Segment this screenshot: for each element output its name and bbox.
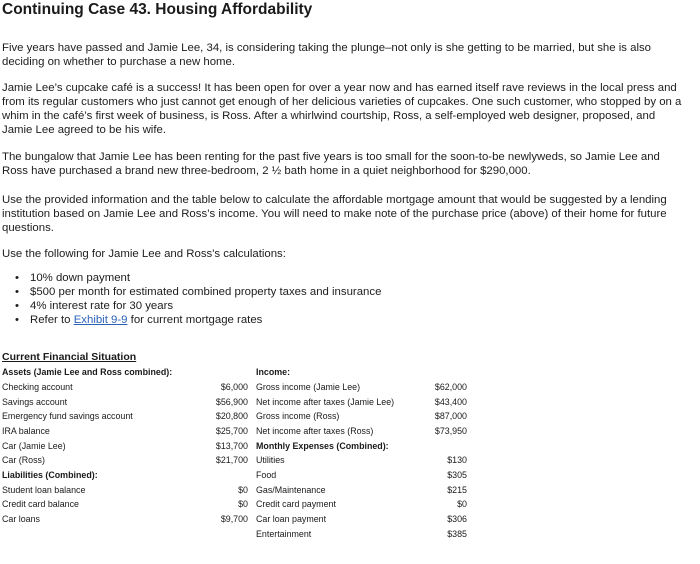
income-label: Net income after taxes (Jamie Lee) (256, 397, 395, 407)
list-item: • 10% down payment (2, 271, 381, 285)
liabilities-heading: Liabilities (Combined): (2, 470, 98, 480)
home-purchase-paragraph: The bungalow that Jamie Lee has been renting for the past five years is too small for the soon-to-be newlyweds, so Jamie Lee and Ross have purchased a brand new three-bedroom, 2 ½ bath home in a quiet neighborhood for $290,000. (2, 151, 660, 177)
asset-value: $25,700 (215, 426, 248, 436)
liability-value: $0 (238, 499, 248, 509)
list-item (2, 313, 381, 327)
expense-value: $306 (447, 514, 467, 524)
list-item-text: Refer to (30, 314, 74, 326)
expense-value: $130 (447, 455, 467, 465)
list-item: • 4% interest rate for 30 years (2, 299, 381, 313)
income-value: $43,400 (434, 397, 467, 407)
asset-label: Emergency fund savings account (2, 411, 133, 421)
asset-label: Car (Ross) (2, 455, 45, 465)
financial-heading: Current Financial Situation (2, 351, 137, 363)
expense-label: Gas/Maintenance (256, 485, 326, 495)
calculation-assumptions-intro: Use the following for Jamie Lee and Ross's calculations: (2, 248, 286, 260)
asset-label: Savings account (2, 397, 68, 407)
asset-value: $13,700 (215, 441, 248, 451)
page-title: Continuing Case 43. Housing Affordability (2, 1, 313, 18)
exhibit-link[interactable]: Exhibit 9-9 (73, 314, 128, 326)
expense-label: Credit card payment (256, 499, 336, 509)
income-value: $73,950 (434, 426, 467, 436)
expense-label: Car loan payment (256, 514, 327, 524)
assumptions-list (2, 271, 381, 327)
asset-label: IRA balance (2, 426, 50, 436)
expense-value: $385 (447, 529, 467, 539)
income-label: Gross income (Ross) (256, 411, 340, 421)
asset-label: Checking account (2, 382, 73, 392)
liability-value: $0 (238, 485, 248, 495)
asset-label: Car (Jamie Lee) (2, 441, 66, 451)
intro-paragraph: Five years have passed and Jamie Lee, 34, is considering taking the plunge–not only is she getting to be married, but she is also deciding on whether to purchase a new home. (2, 42, 652, 68)
expense-value: $305 (447, 470, 467, 480)
expenses-heading: Monthly Expenses (Combined): (256, 441, 389, 451)
asset-value: $21,700 (215, 455, 248, 465)
list-item: • $500 per month for estimated combined property taxes and insurance (2, 285, 381, 299)
expense-value: $0 (457, 499, 467, 509)
liability-label: Student loan balance (2, 485, 86, 495)
cafe-paragraph: Jamie Lee’s cupcake café is a success! It has been open for over a year now and has earned itself rave reviews in the local press and from its regular customers who just cannot get enough of her delicious varieties of cupcakes. One such customer, who stopped by on a whim in the café’s first week of business, is Ross. After a whirlwind courtship, Ross, a self-employed web designer, proposed, and Jamie Lee agreed to be his wife. (2, 82, 682, 136)
income-value: $62,000 (434, 382, 467, 392)
liability-label: Car loans (2, 514, 40, 524)
asset-value: $56,900 (215, 397, 248, 407)
expense-value: $215 (447, 485, 467, 495)
assets-heading: Assets (Jamie Lee and Ross combined): (2, 367, 173, 377)
income-heading: Income: (256, 367, 291, 377)
income-label: Net income after taxes (Ross) (256, 426, 374, 436)
expense-label: Food (256, 470, 277, 480)
asset-value: $20,800 (215, 411, 248, 421)
income-value: $87,000 (434, 411, 467, 421)
asset-value: $6,000 (220, 382, 248, 392)
expense-label: Entertainment (256, 529, 312, 539)
list-item-text: for current mortgage rates (127, 314, 263, 326)
liability-value: $9,700 (220, 514, 248, 524)
liability-label: Credit card balance (2, 499, 79, 509)
expense-label: Utilities (256, 455, 285, 465)
instructions-paragraph: Use the provided information and the table below to calculate the affordable mortgage amount that would be suggested by a lending institution based on Jamie Lee and Ross’s income. You will need to make note of the purchase price (above) of their home for future questions. (2, 194, 667, 234)
income-label: Gross income (Jamie Lee) (256, 382, 361, 392)
